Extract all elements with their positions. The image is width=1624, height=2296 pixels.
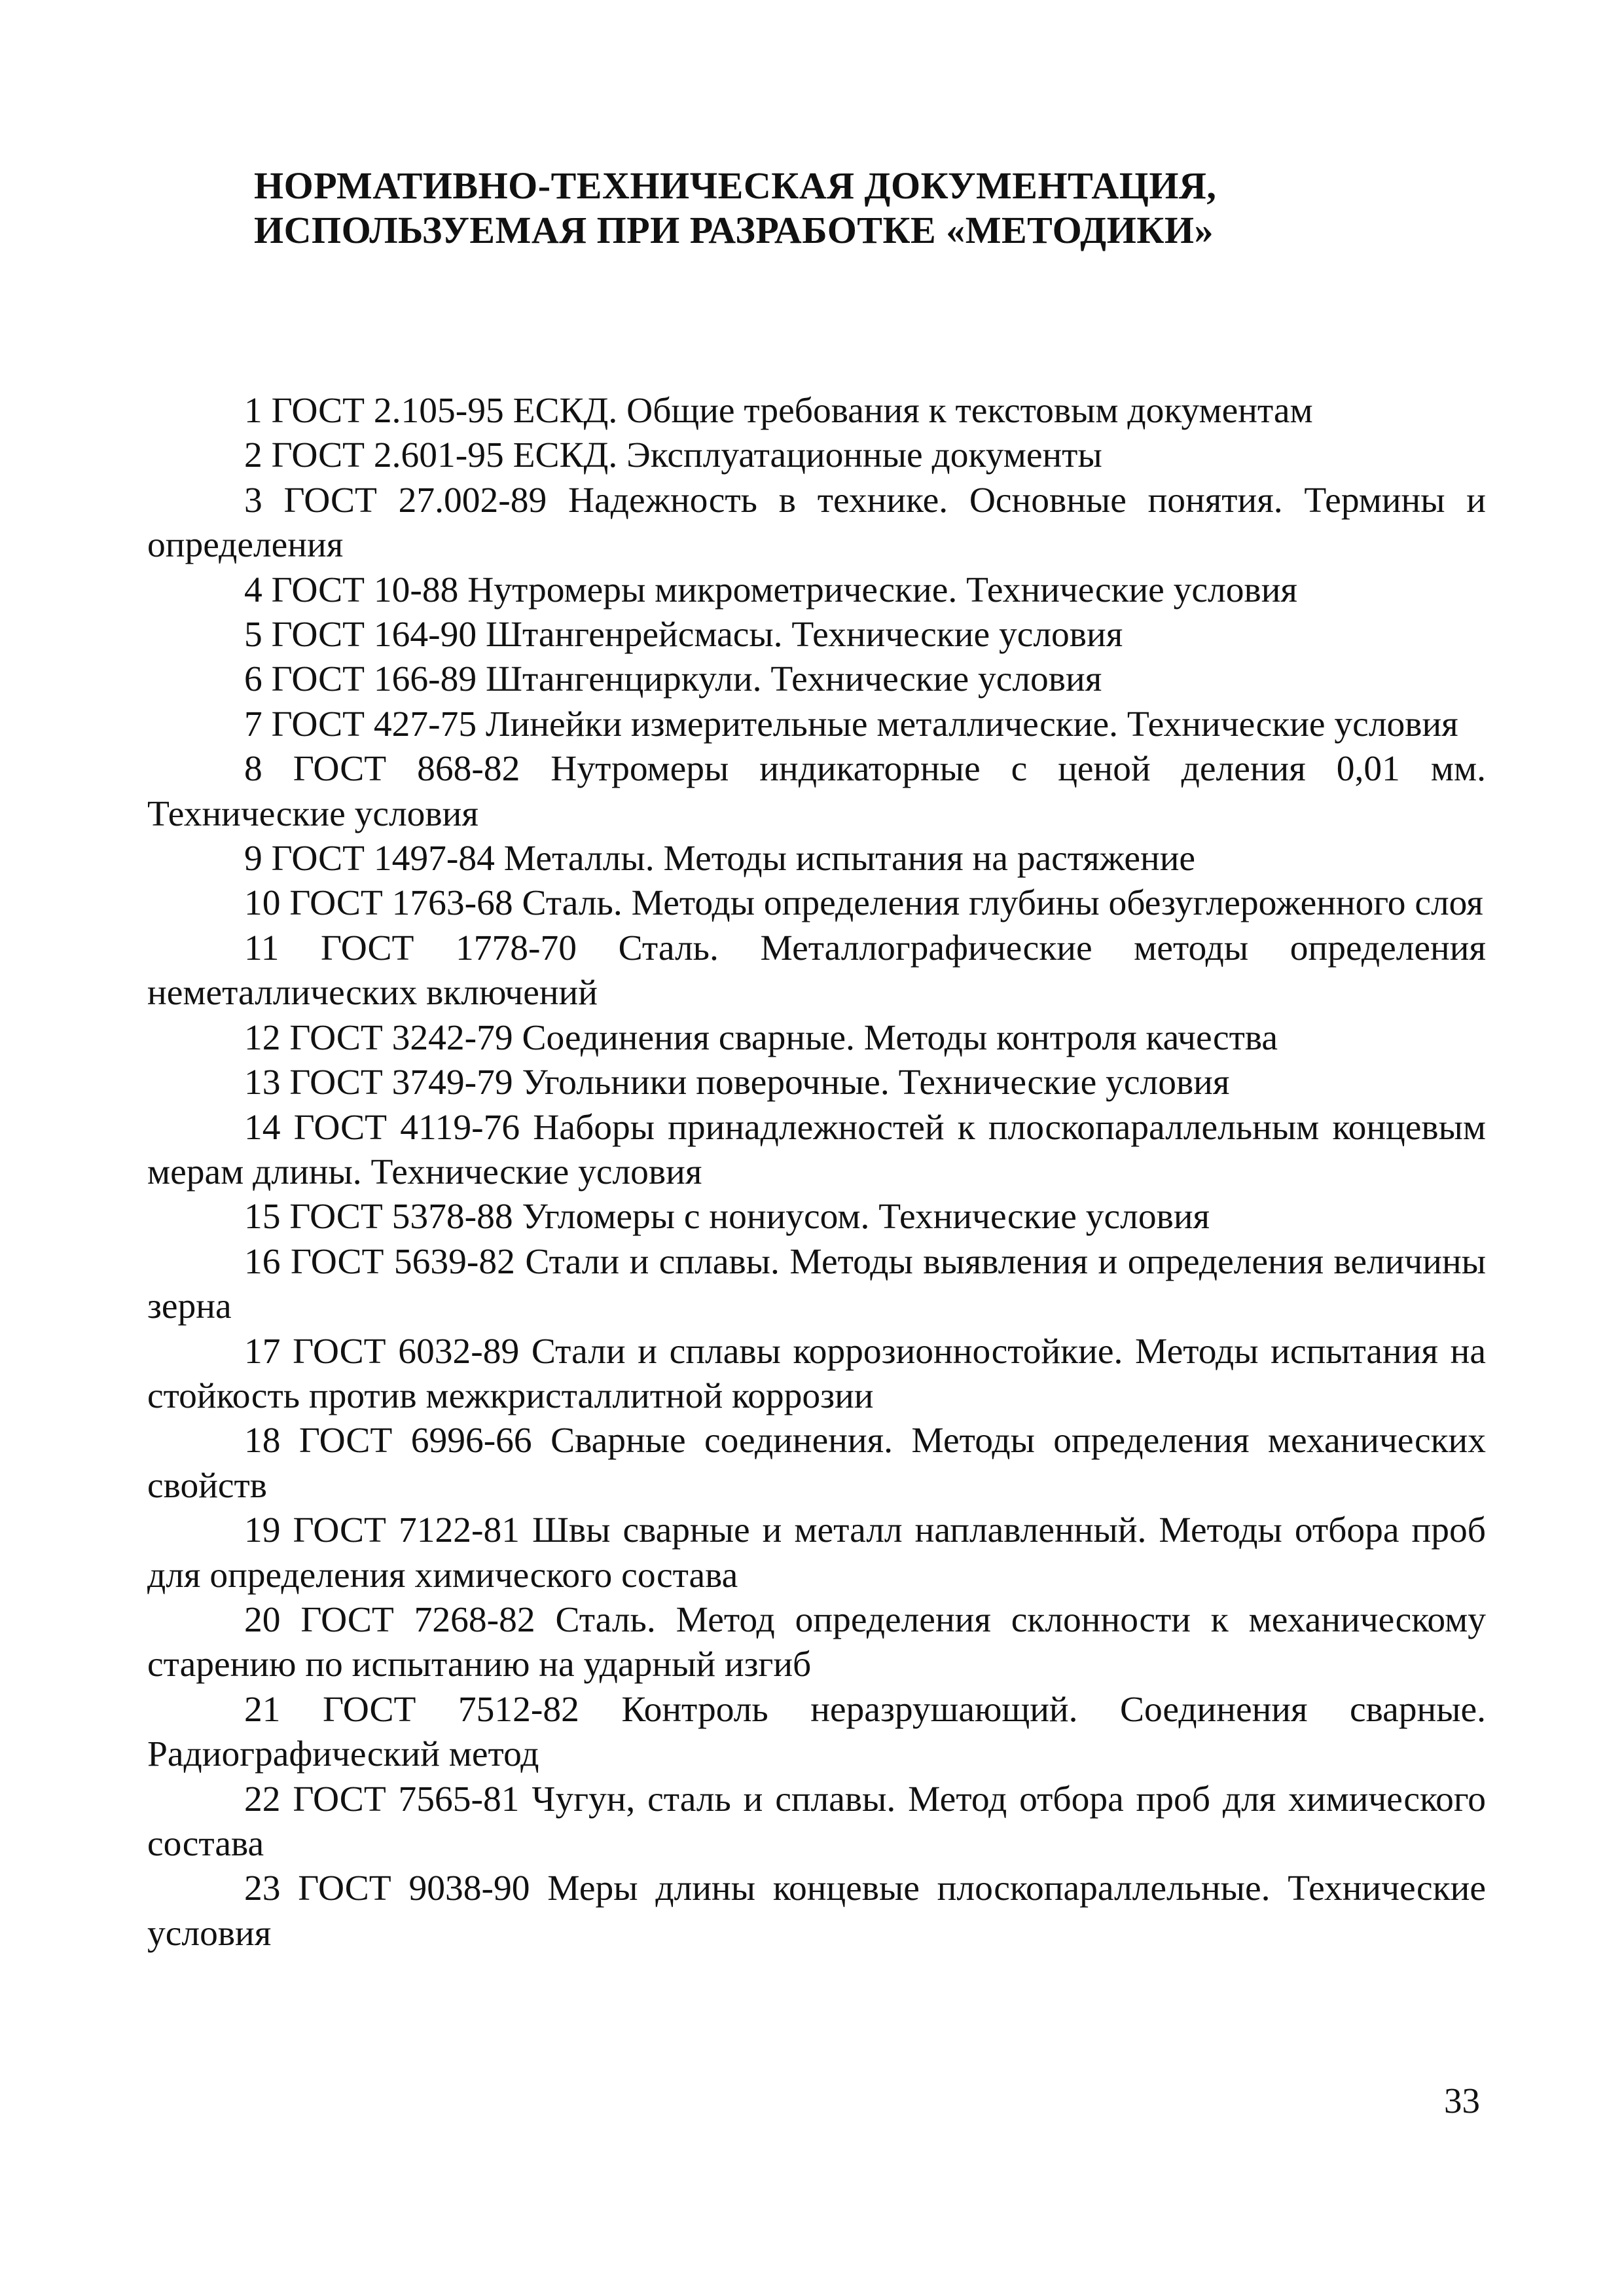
list-item: 5 ГОСТ 164-90 Штангенрейсмасы. Технические условия — [244, 615, 1123, 655]
title-line-1: НОРМАТИВНО-ТЕХНИЧЕСКАЯ ДОКУМЕНТАЦИЯ, — [254, 164, 1217, 207]
list-item: 16 ГОСТ 5639-82 Стали и сплавы. Методы выявления и определения величины зерна — [147, 1241, 1486, 1327]
list-item: 8 ГОСТ 868-82 Нутромеры индикаторные с ценой деления 0,01 мм. Технические условия — [147, 749, 1486, 834]
list-item: 18 ГОСТ 6996-66 Сварные соединения. Методы определения механических свойств — [147, 1421, 1486, 1506]
list-item: 2 ГОСТ 2.601-95 ЕСКД. Эксплуатационные документы — [244, 435, 1102, 476]
list-item: 22 ГОСТ 7565-81 Чугун, сталь и сплавы. Метод отбора проб для химического состава — [147, 1779, 1486, 1864]
list-item: 3 ГОСТ 27.002-89 Надежность в технике. Основные понятия. Термины и определения — [147, 480, 1486, 566]
list-item: 23 ГОСТ 9038-90 Меры длины концевые плоскопараллельные. Технические условия — [147, 1868, 1486, 1954]
page-title — [254, 164, 1432, 253]
list-item: 15 ГОСТ 5378-88 Угломеры с нониусом. Технические условия — [244, 1197, 1210, 1237]
list-item: 19 ГОСТ 7122-81 Швы сварные и металл наплавленный. Методы отбора проб для определения химического состава — [147, 1510, 1486, 1595]
list-item: 7 ГОСТ 427-75 Линейки измерительные металлические. Технические условия — [244, 704, 1458, 744]
list-item: 20 ГОСТ 7268-82 Сталь. Метод определения склонности к механическому старению по испытанию на ударный изгиб — [147, 1599, 1486, 1685]
list-item: 6 ГОСТ 166-89 Штангенциркули. Технические условия — [244, 659, 1102, 700]
list-item: 10 ГОСТ 1763-68 Сталь. Методы определения глубины обезуглероженного слоя — [244, 883, 1483, 924]
list-item: 13 ГОСТ 3749-79 Угольники поверочные. Технические условия — [244, 1063, 1230, 1103]
list-item: 1 ГОСТ 2.105-95 ЕСКД. Общие требования к текстовым документам — [244, 391, 1313, 431]
title-line-2: ИСПОЛЬЗУЕМАЯ ПРИ РАЗРАБОТКЕ «МЕТОДИКИ» — [254, 209, 1214, 251]
list-item: 12 ГОСТ 3242-79 Соединения сварные. Методы контроля качества — [244, 1017, 1278, 1058]
list-item: 4 ГОСТ 10-88 Нутромеры микрометрические. Технические условия — [244, 570, 1297, 610]
list-item: 21 ГОСТ 7512-82 Контроль неразрушающий. Соединения сварные. Радиографический метод — [147, 1689, 1486, 1775]
standards-list — [147, 389, 1486, 1956]
list-item: 11 ГОСТ 1778-70 Сталь. Металлографические методы определения неметаллических включений — [147, 928, 1486, 1013]
page-number: 33 — [1444, 2081, 1480, 2121]
list-item: 14 ГОСТ 4119-76 Наборы принадлежностей к плоскопараллельным концевым мерам длины. Технические условия — [147, 1107, 1486, 1192]
list-item: 17 ГОСТ 6032-89 Стали и сплавы коррозионностойкие. Методы испытания на стойкость против межкристаллитной коррозии — [147, 1331, 1486, 1416]
list-item: 9 ГОСТ 1497-84 Металлы. Методы испытания на растяжение — [244, 839, 1196, 879]
